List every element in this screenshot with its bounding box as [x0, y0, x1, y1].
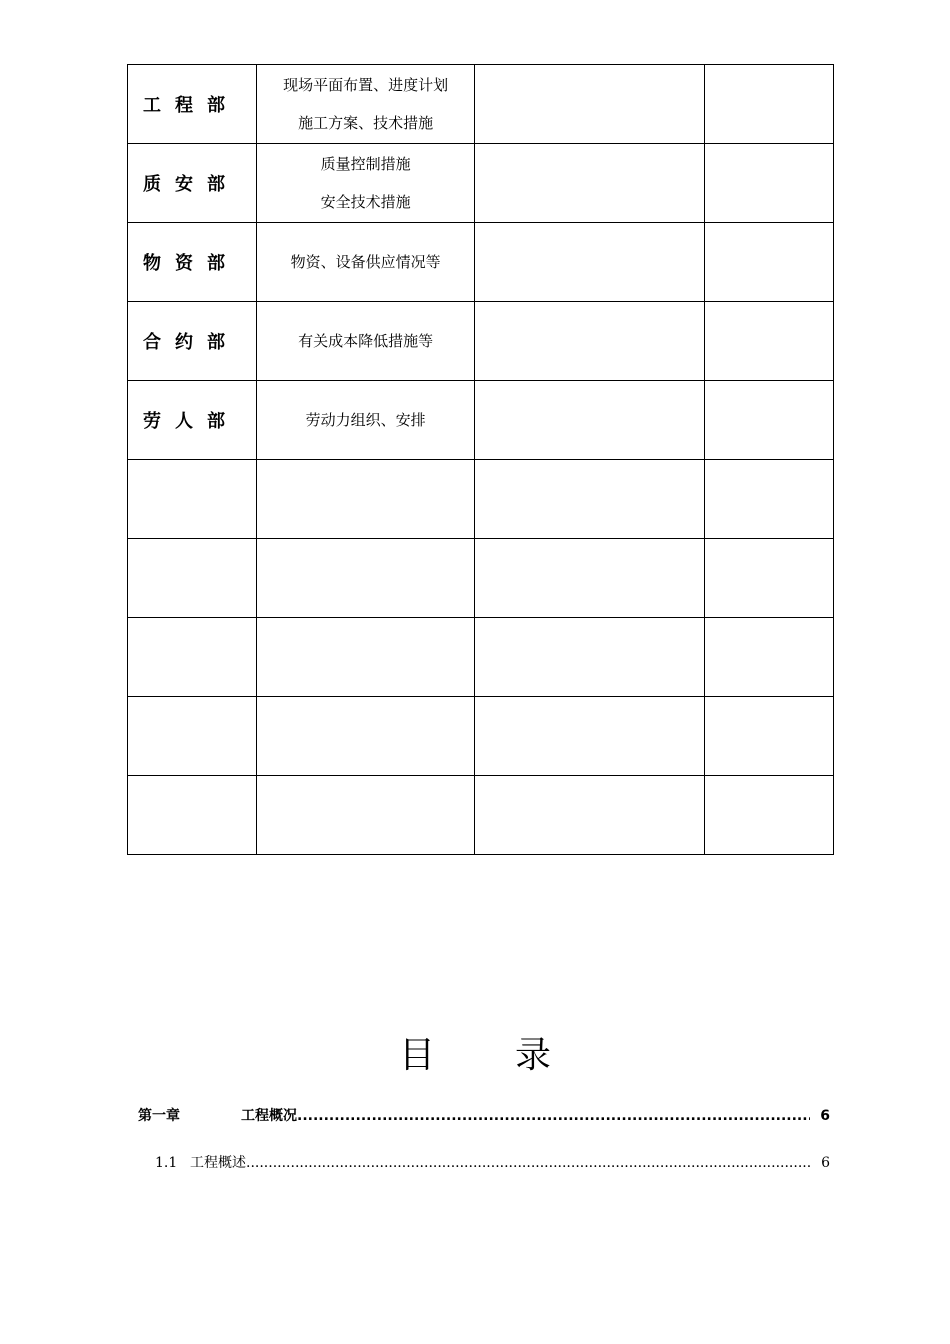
- toc-title-char-2: 录: [515, 1035, 552, 1076]
- content-line: 安全技术措施: [320, 193, 411, 211]
- toc-chapter-number: 第一章: [138, 1108, 180, 1124]
- department-cell: [128, 302, 257, 381]
- department-cell: [128, 65, 257, 144]
- blank-cell: [704, 618, 833, 697]
- blank-cell: [474, 776, 704, 855]
- blank-cell: [128, 776, 257, 855]
- blank-cell: [704, 302, 833, 381]
- blank-cell: [128, 618, 257, 697]
- content-cell: [257, 302, 475, 381]
- content-line: 物资、设备供应情况等: [290, 253, 441, 271]
- blank-cell: [704, 539, 833, 618]
- content-cell: [257, 144, 475, 223]
- toc-section-number: 1.1: [155, 1155, 178, 1171]
- blank-cell: [257, 460, 475, 539]
- toc-entry-section-1-1[interactable]: [155, 1152, 830, 1172]
- blank-cell: [474, 65, 704, 144]
- empty-table-row: [128, 539, 834, 618]
- content-line: 劳动力组织、安排: [305, 411, 426, 429]
- content-line: 现场平面布置、进度计划: [283, 76, 449, 94]
- toc-leader-dots: [297, 1108, 810, 1124]
- table-row: [128, 65, 834, 144]
- department-name: 劳人部: [143, 411, 239, 432]
- blank-cell: [128, 697, 257, 776]
- toc-entry-chapter-1[interactable]: [138, 1105, 830, 1125]
- blank-cell: [474, 302, 704, 381]
- toc-chapter-page: 6: [820, 1108, 830, 1124]
- blank-cell: [128, 539, 257, 618]
- blank-cell: [704, 223, 833, 302]
- department-name: 物资部: [143, 253, 239, 274]
- department-cell: [128, 381, 257, 460]
- toc-section-title: 工程概述: [190, 1155, 246, 1171]
- blank-cell: [704, 381, 833, 460]
- blank-cell: [704, 460, 833, 539]
- content-line: 有关成本降低措施等: [298, 332, 434, 350]
- blank-cell: [474, 144, 704, 223]
- department-name: 合约部: [143, 332, 239, 353]
- department-name: 工程部: [143, 95, 239, 116]
- content-cell: [257, 381, 475, 460]
- blank-cell: [704, 144, 833, 223]
- blank-cell: [474, 381, 704, 460]
- department-cell: [128, 223, 257, 302]
- blank-cell: [474, 697, 704, 776]
- empty-table-row: [128, 618, 834, 697]
- empty-table-row: [128, 460, 834, 539]
- toc-leader-dots: [246, 1155, 810, 1171]
- table-row: [128, 381, 834, 460]
- content-line: 施工方案、技术措施: [298, 114, 434, 132]
- content-cell: [257, 65, 475, 144]
- department-table-body: [128, 65, 834, 855]
- department-table: [127, 64, 834, 855]
- blank-cell: [474, 539, 704, 618]
- blank-cell: [474, 223, 704, 302]
- toc-title: [0, 1027, 950, 1078]
- blank-cell: [257, 776, 475, 855]
- blank-cell: [257, 539, 475, 618]
- table-row: [128, 302, 834, 381]
- table-row: [128, 144, 834, 223]
- blank-cell: [257, 618, 475, 697]
- blank-cell: [128, 460, 257, 539]
- department-name: 质安部: [143, 174, 239, 195]
- blank-cell: [704, 776, 833, 855]
- toc-title-char-1: 目: [398, 1035, 435, 1076]
- toc-chapter-title: 工程概况: [241, 1108, 297, 1124]
- empty-table-row: [128, 697, 834, 776]
- content-cell: [257, 223, 475, 302]
- blank-cell: [704, 697, 833, 776]
- toc-section-page: 6: [821, 1155, 830, 1171]
- department-cell: [128, 144, 257, 223]
- blank-cell: [704, 65, 833, 144]
- blank-cell: [474, 618, 704, 697]
- blank-cell: [257, 697, 475, 776]
- content-line: 质量控制措施: [320, 155, 411, 173]
- blank-cell: [474, 460, 704, 539]
- empty-table-row: [128, 776, 834, 855]
- table-row: [128, 223, 834, 302]
